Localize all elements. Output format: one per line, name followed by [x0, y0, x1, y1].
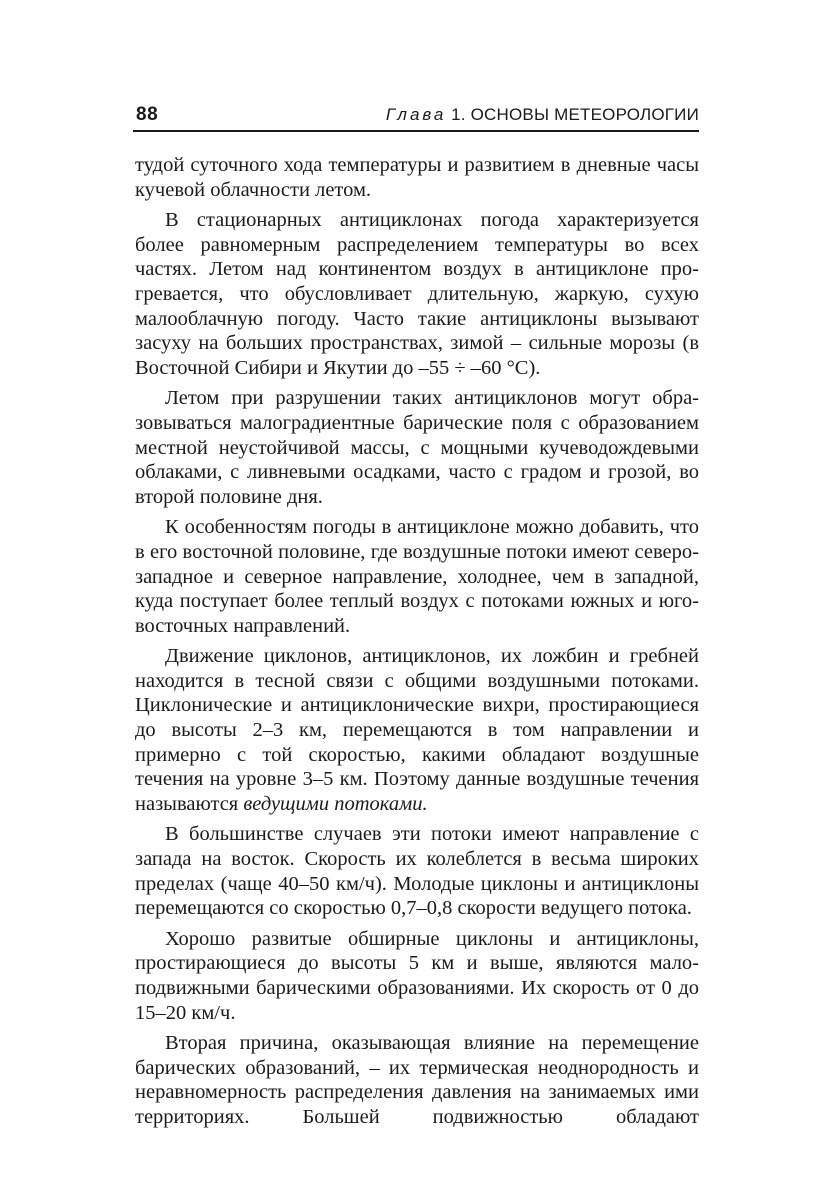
paragraph-6: В большинстве случаев эти потоки имеют направление с запада на восток. Скорость их колеблется в весьма широких пределах (чаще 40–50 км/ч). Молодые циклоны и антициклоны перемещаются со скоростью 0,7–0,8 скорости ведущего потока. [135, 823, 699, 920]
paragraph-8: Вторая причина, оказывающая влияние на перемещение барических образований, – их термическая неоднородность и неравномерность распределения давления на занимаемых ими территориях. Большей подвижностью обладают [135, 1032, 699, 1128]
chapter-word: Глава [385, 105, 447, 124]
paragraph-2: В стационарных антициклонах погода характеризуется более равномерным распределением температуры во всех частях. Летом над континентом воздух в антициклоне прогревается, что обусловливает длительную, жаркую, сухую малооблачную погоду. Часто такие антициклоны вызывают засуху на больших пространствах, зимой – сильные морозы (в Восточной Сибири и Якутии до –55 ÷ –60 °С). [135, 209, 699, 379]
body-text [135, 153, 699, 1136]
page-header [133, 100, 699, 132]
page-number: 88 [136, 104, 159, 125]
paragraph-3: Летом при разрушении таких антициклонов могут образовываться малоградиентные барические поля с образованием местной неустойчивой массы, с мощными кучеводождевыми облаками, с ливневыми осадками, часто с градом и грозой, во второй половине дня. [135, 387, 699, 508]
paragraph-1: тудой суточного хода температуры и развитием в дневные часы кучевой облачности летом. [135, 154, 699, 201]
italic-term: ведущими потоками. [243, 792, 428, 815]
paragraph-5 [135, 644, 699, 816]
paragraph-7: Хорошо развитые обширные циклоны и антициклоны, простирающиеся до высоты 5 км и выше, являются малоподвижными барическими образованиями. Их скорость от 0 до 15–20 км/ч. [135, 927, 699, 1024]
paragraph-4: К особенностям погоды в антициклоне можно добавить, что в его восточной половине, где воздушные потоки имеют северо-западное и северное направление, холоднее, чем в западной, куда поступает более теплый воздух с потоками южных и юго-восточных направлений. [135, 516, 699, 637]
paragraph-5-text: Движение циклонов, антициклонов, их ложбин и гребней находится в тесной связи с общими воздушными потоками. Циклонические и антициклонические вихри, простирающиеся до высоты 2–3 км, перемещаются в том направлении и примерно с той скоростью, какими обладают воздушные течения на уровне 3–5 км. Поэтому данные воздушные течения называются [135, 645, 699, 815]
running-head [386, 105, 699, 125]
chapter-title: 1. ОСНОВЫ МЕТЕОРОЛОГИИ [451, 105, 699, 124]
